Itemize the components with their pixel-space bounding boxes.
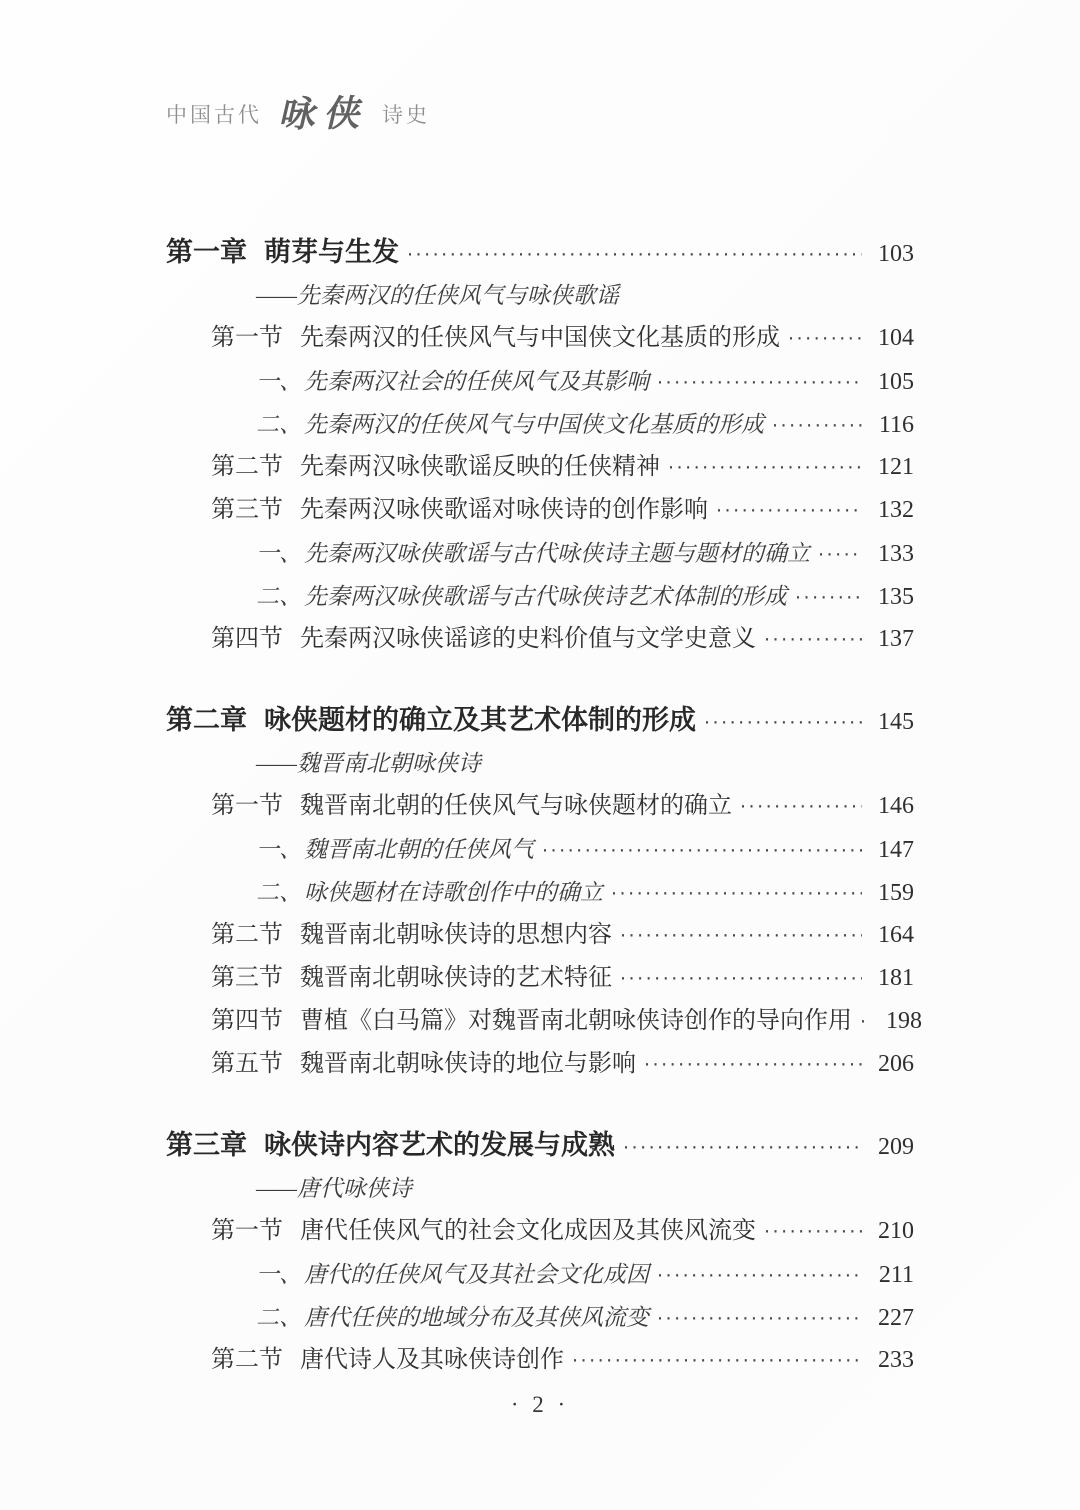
toc-entry-label: 第一章: [166, 237, 247, 267]
toc-entry-page-number: 104: [878, 325, 914, 351]
toc-entry-title: 魏晋南北朝咏侠诗的地位与影响: [300, 1051, 636, 1077]
page-number-footer: · 2 ·: [510, 1392, 570, 1417]
toc-entry-page-number: 233: [878, 1347, 914, 1373]
toc-entry-label: 一、: [256, 837, 302, 862]
toc-row-chapter: [166, 1124, 914, 1167]
toc-entry-label: 第一节: [211, 325, 283, 351]
book-title-calligraphy: 咏侠: [277, 92, 369, 136]
toc-entry-page-number: 227: [878, 1305, 914, 1331]
dot-leader: [772, 405, 862, 448]
toc-entry-page-number: 103: [878, 241, 914, 267]
dot-leader: [611, 873, 862, 916]
toc-entry-title: 咏侠诗内容艺术的发展与成熟: [264, 1130, 615, 1160]
dot-leader: [407, 234, 862, 277]
toc-entry-page-number: 145: [878, 709, 914, 735]
toc-row-section: [166, 1339, 914, 1382]
toc-entry-label: 第一节: [211, 793, 283, 819]
toc-entry-title: 唐代的任侠风气及其社会文化成因: [304, 1262, 649, 1287]
toc-entry-title: 先秦两汉的任侠风气与中国侠文化基质的形成: [300, 325, 780, 351]
toc-entry-page-number: 211: [878, 1262, 914, 1288]
toc-row-chapter: [166, 231, 914, 274]
toc-entry-page-number: 137: [878, 626, 914, 652]
dot-leader: [795, 577, 862, 620]
toc-row-item: [166, 575, 914, 618]
toc-entry-page-number: 159: [878, 880, 914, 906]
dot-leader: [657, 1255, 862, 1298]
toc-row-item: [166, 403, 914, 446]
toc-row-section: [166, 618, 914, 661]
toc-entry-label: 第五节: [211, 1051, 283, 1077]
toc-entry-label: 一、: [256, 541, 302, 566]
toc-entry-title: 唐代任侠风气的社会文化成因及其侠风流变: [300, 1218, 756, 1244]
toc-entry-title: 魏晋南北朝咏侠诗的思想内容: [300, 922, 612, 948]
toc-row-section: [166, 957, 914, 1000]
dot-leader: [764, 619, 862, 662]
toc-entry-label: 第四节: [211, 626, 283, 652]
toc-row-item: [166, 871, 914, 914]
toc-entry-title: 先秦两汉咏侠歌谣与古代咏侠诗艺术体制的形成: [304, 584, 787, 609]
toc-entry-label: 第四节: [211, 1008, 283, 1034]
toc-row-item: [166, 1253, 914, 1296]
toc-row-chapter: [166, 699, 914, 742]
toc-entry-label: 第二章: [166, 705, 247, 735]
dot-leader: [644, 1044, 862, 1087]
toc-entry-page-number: 210: [878, 1218, 914, 1244]
dot-leader: [542, 830, 862, 873]
toc-entry-label: 第二节: [211, 454, 283, 480]
toc-row-section: [166, 489, 914, 532]
toc-row-section: [166, 317, 914, 360]
toc-entry-title: 先秦两汉社会的任侠风气及其影响: [304, 369, 649, 394]
toc-entry-label: 第二节: [211, 922, 283, 948]
toc-entry-title: 先秦两汉咏侠歌谣与古代咏侠诗主题与题材的确立: [304, 541, 810, 566]
toc-entry-title: ——魏晋南北朝咏侠诗: [256, 751, 481, 776]
toc-entry-title: 魏晋南北朝的任侠风气与咏侠题材的确立: [300, 793, 732, 819]
toc-entry-page-number: 133: [878, 541, 914, 567]
toc-entry-label: 二、: [256, 1305, 302, 1330]
dot-leader: [668, 447, 862, 490]
toc-entry-title: 魏晋南北朝咏侠诗的艺术特征: [300, 965, 612, 991]
toc-row-subtitle: [166, 1167, 914, 1210]
dot-leader: [704, 702, 862, 745]
toc-entry-title: ——唐代咏侠诗: [256, 1176, 412, 1201]
toc-entry-page-number: 116: [878, 412, 914, 438]
dot-leader: [788, 318, 862, 361]
toc-entry-title: 咏侠题材的确立及其艺术体制的形成: [264, 705, 696, 735]
toc-entry-title: 先秦两汉咏侠歌谣对咏侠诗的创作影响: [300, 497, 708, 523]
book-title-prefix: 中国古代: [166, 103, 262, 127]
toc-row-item: [166, 1296, 914, 1339]
dot-leader: [860, 1001, 870, 1044]
toc-entry-page-number: 209: [878, 1134, 914, 1160]
dot-leader: [740, 786, 862, 829]
toc-entry-page-number: 135: [878, 584, 914, 610]
toc-entry-label: 二、: [256, 412, 302, 437]
toc-row-section: [166, 785, 914, 828]
toc-entry-page-number: 147: [878, 837, 914, 863]
toc-row-section: [166, 1043, 914, 1086]
toc-entry-page-number: 198: [886, 1008, 922, 1034]
toc-entry-title: ——先秦两汉的任侠风气与咏侠歌谣: [256, 283, 619, 308]
toc-entry-title: 唐代任侠的地域分布及其侠风流变: [304, 1305, 649, 1330]
dot-leader: [818, 534, 862, 577]
toc-entry-label: 第三节: [211, 497, 283, 523]
dot-leader: [620, 915, 862, 958]
toc-entry-title: 曹植《白马篇》对魏晋南北朝咏侠诗创作的导向作用: [300, 1008, 852, 1034]
toc-entry-label: 第三节: [211, 965, 283, 991]
dot-leader: [572, 1340, 862, 1383]
toc-entry-title: 先秦两汉咏侠谣谚的史料价值与文学史意义: [300, 626, 756, 652]
toc-entry-label: 二、: [256, 880, 302, 905]
toc-entry-title: 唐代诗人及其咏侠诗创作: [300, 1347, 564, 1373]
toc-entry-label: 第一节: [211, 1218, 283, 1244]
toc-entry-label: 一、: [256, 369, 302, 394]
toc-entry-page-number: 105: [878, 369, 914, 395]
toc-entry-label: 一、: [256, 1262, 302, 1287]
toc-entry-page-number: 181: [878, 965, 914, 991]
toc-entry-title: 魏晋南北朝的任侠风气: [304, 837, 534, 862]
toc-entry-page-number: 146: [878, 793, 914, 819]
dot-leader: [623, 1127, 862, 1170]
toc-entry-page-number: 164: [878, 922, 914, 948]
toc-entry-title: 萌芽与生发: [264, 237, 399, 267]
toc-entry-page-number: 132: [878, 497, 914, 523]
toc-entry-title: 咏侠题材在诗歌创作中的确立: [304, 880, 603, 905]
toc-row-section: [166, 446, 914, 489]
toc-entry-label: 第二节: [211, 1347, 283, 1373]
toc-entry-page-number: 206: [878, 1051, 914, 1077]
toc-row-section: [166, 914, 914, 957]
toc-entry-label: 第三章: [166, 1130, 247, 1160]
dot-leader: [620, 958, 862, 1001]
dot-leader: [764, 1211, 862, 1254]
toc-entry-title: 先秦两汉咏侠歌谣反映的任侠精神: [300, 454, 660, 480]
toc-row-subtitle: [166, 274, 914, 317]
running-head: [166, 92, 431, 136]
toc-row-section: [166, 1000, 922, 1043]
toc-row-item: [166, 828, 914, 871]
dot-leader: [657, 362, 862, 405]
toc-entry-title: 先秦两汉的任侠风气与中国侠文化基质的形成: [304, 412, 764, 437]
toc-row-subtitle: [166, 742, 914, 785]
book-title-suffix: 诗史: [382, 103, 431, 127]
toc-list: [166, 231, 922, 1382]
toc-entry-label: 二、: [256, 584, 302, 609]
toc-row-item: [166, 532, 914, 575]
dot-leader: [657, 1298, 862, 1341]
toc-entry-page-number: 121: [878, 454, 914, 480]
toc-row-item: [166, 360, 914, 403]
dot-leader: [716, 490, 862, 533]
toc-row-section: [166, 1210, 914, 1253]
